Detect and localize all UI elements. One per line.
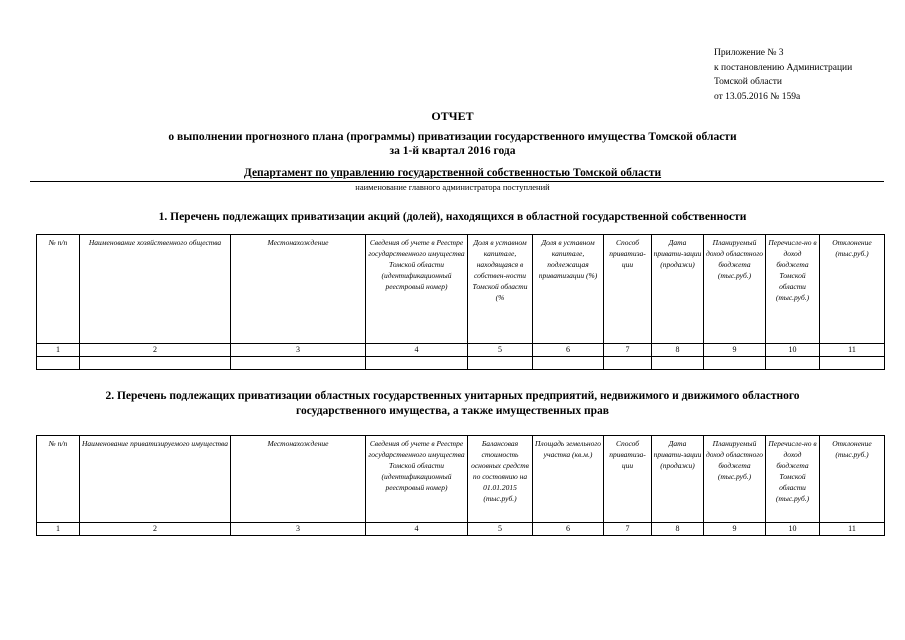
- column-number: 6: [533, 523, 604, 536]
- column-number: 3: [231, 344, 366, 357]
- empty-cell: [533, 357, 604, 370]
- column-number: 7: [604, 523, 652, 536]
- header-cell: Способ приватиза-ции: [604, 436, 652, 523]
- header-cell: Наименование приватизируемого имущества: [80, 436, 231, 523]
- header-cell: Отклонение (тыс.руб.): [820, 235, 885, 344]
- appendix-line: Приложение № 3: [714, 48, 784, 58]
- column-number: 11: [820, 344, 885, 357]
- header-cell: Доля в уставном капитале, находящаяся в собствен-ности Томской области (%: [468, 235, 533, 344]
- department-name: Департамент по управлению государственной собственностью Томской области: [243, 167, 662, 179]
- column-number: 2: [80, 344, 231, 357]
- report-period-line: за 1-й квартал 2016 года: [389, 145, 516, 157]
- header-cell: Планируемый доход областного бюджета (тыс.руб.): [704, 235, 766, 344]
- header-cell: Наименование хозяйственного общества: [80, 235, 231, 344]
- appendix-line: к постановлению Администрации: [714, 62, 853, 73]
- section1-table: [36, 234, 885, 370]
- empty-cell: [652, 357, 704, 370]
- department-caption: наименование главного администратора поступлений: [355, 182, 550, 192]
- empty-cell: [468, 357, 533, 370]
- section2-title-line: 2. Перечень подлежащих приватизации областных государственных унитарных предприятий, недвижимого и движимого областного: [105, 390, 800, 402]
- column-number: 8: [652, 523, 704, 536]
- column-number: 4: [366, 344, 468, 357]
- empty-cell: [231, 357, 366, 370]
- column-number: 6: [533, 344, 604, 357]
- column-number: 4: [366, 523, 468, 536]
- column-number: 2: [80, 523, 231, 536]
- column-number-row: [37, 523, 885, 536]
- header-cell: Способ приватиза-ции: [604, 235, 652, 344]
- empty-cell: [37, 357, 80, 370]
- header-cell: Перечисле-но в доход бюджета Томской области (тыс.руб.): [766, 235, 820, 344]
- table-header-row: [37, 436, 885, 523]
- report-title: ОТЧЕТ: [431, 109, 474, 123]
- empty-cell: [766, 357, 820, 370]
- column-number: 10: [766, 344, 820, 357]
- column-number: 5: [468, 523, 533, 536]
- appendix-date-line: от 13.05.2016 № 159а: [714, 91, 801, 102]
- header-cell: Местонахождение: [231, 436, 366, 523]
- appendix-block: [714, 46, 852, 104]
- header-cell: № п/п: [37, 235, 80, 344]
- header-cell: Перечисле-но в доход бюджета Томской области (тыс.руб.): [766, 436, 820, 523]
- header-cell: Дата привати-зации (продажи): [652, 436, 704, 523]
- report-subtitle-line: о выполнении прогнозного плана (программы) приватизации государственного имущества Томской области: [168, 131, 737, 143]
- header-cell: Сведения об учете в Реестре государственного имущества Томской области (идентификационный реестровый номер): [366, 436, 468, 523]
- column-number: 5: [468, 344, 533, 357]
- section2-title-line: государственного имущества, а также имущественных прав: [296, 405, 609, 417]
- column-number: 11: [820, 523, 885, 536]
- header-cell: Балансовая стоимость основных средств по состоянию на 01.01.2015 (тыс.руб.): [468, 436, 533, 523]
- empty-data-row: [37, 357, 885, 370]
- section2-table: [36, 435, 885, 536]
- empty-cell: [604, 357, 652, 370]
- header-cell: Площадь земельного участка (кв.м.): [533, 436, 604, 523]
- section1-title: 1. Перечень подлежащих приватизации акций (долей), находящихся в областной государственной собственности: [158, 211, 747, 223]
- section2-title: [0, 389, 905, 419]
- column-number: 3: [231, 523, 366, 536]
- empty-cell: [820, 357, 885, 370]
- empty-cell: [704, 357, 766, 370]
- header-cell: Дата привати-зации (продажи): [652, 235, 704, 344]
- header-cell: Отклонение (тыс.руб.): [820, 436, 885, 523]
- column-number: 10: [766, 523, 820, 536]
- header-cell: Планируемый доход областного бюджета (тыс.руб.): [704, 436, 766, 523]
- header-cell: № п/п: [37, 436, 80, 523]
- column-number: 1: [37, 523, 80, 536]
- column-number: 9: [704, 523, 766, 536]
- column-number: 7: [604, 344, 652, 357]
- header-cell: Местонахождение: [231, 235, 366, 344]
- appendix-line: Томской области: [714, 77, 782, 87]
- empty-cell: [366, 357, 468, 370]
- column-number: 8: [652, 344, 704, 357]
- header-cell: Сведения об учете в Реестре государственного имущества Томской области (идентификационный реестровый номер): [366, 235, 468, 344]
- column-number-row: [37, 344, 885, 357]
- header-cell: Доля в уставном капитале, подлежащая приватизации (%): [533, 235, 604, 344]
- table-header-row: [37, 235, 885, 344]
- column-number: 9: [704, 344, 766, 357]
- empty-cell: [80, 357, 231, 370]
- report-subtitle: [0, 130, 905, 158]
- column-number: 1: [37, 344, 80, 357]
